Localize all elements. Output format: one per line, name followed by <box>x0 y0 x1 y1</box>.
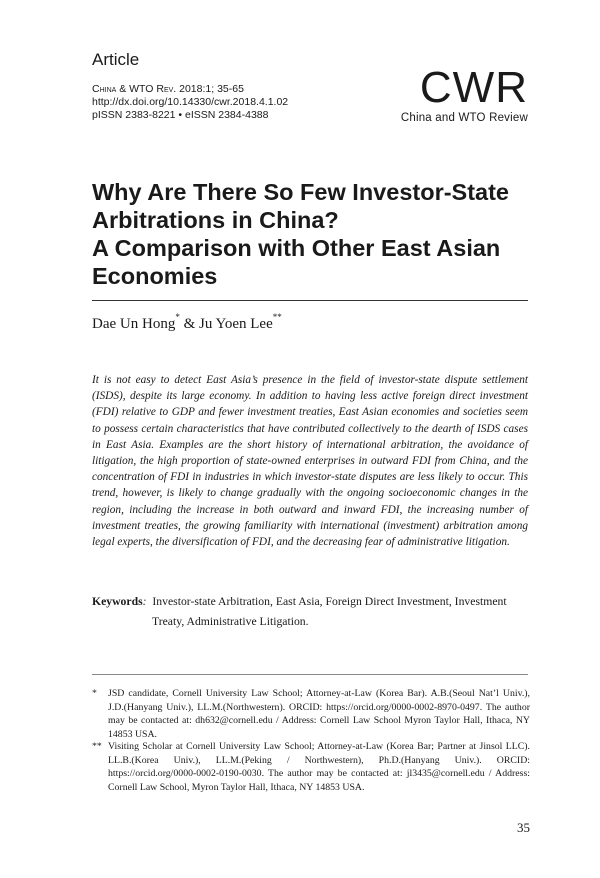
doi-link[interactable]: http://dx.doi.org/10.14330/cwr.2018.4.1.02 <box>92 96 289 108</box>
title-line: Economies <box>92 263 218 289</box>
logo-mark: CWR <box>419 63 528 112</box>
keywords-text: Investor-state Arbitration, East Asia, Foreign Direct Investment, Investment <box>152 595 507 608</box>
author-line <box>92 314 282 333</box>
author-name: Ju Yoen Lee <box>199 316 273 332</box>
footnote-mark: * <box>92 688 97 699</box>
footnote-text: JSD candidate, Cornell University Law School; Attorney-at-Law (Korea Bar). A.B.(Seoul Nat’l Univ.), J.D.(Hanyang Univ.), LL.M.(Northwestern). ORCID: https://orcid.org/0000-0002-8970-0497. The author may be contacted at: dh632@cornell.edu / Address: Cornell Law School Myron Taylor Hall, Ithaca, NY 14853 USA. <box>108 688 530 740</box>
journal-citation <box>92 83 244 96</box>
keywords-separator: : <box>142 595 147 608</box>
footnote-divider <box>92 674 528 675</box>
footnote <box>92 687 530 741</box>
journal-logo <box>400 63 528 124</box>
keywords <box>92 592 528 632</box>
title-divider <box>92 300 528 301</box>
section-label: Article <box>92 50 140 69</box>
abstract: It is not easy to detect East Asia’s presence in the field of investor-state dispute settlement (ISDS), despite its large economy. In addition to having less active foreign direct investment (FDI) relative to GDP and fewer investment treaties, East Asian economies and societies seem to possess certain characteristics that have contributed collectively to the dearth of ISDS cases in East Asia. Examples are the short history of international arbitration, the avoidance of litigation, the high proportion of state-owned enterprises in outward FDI from China, and the concentration of FDI in industries in which investor-state disputes are less likely to occur. This trend, however, is likely to change gradually with the ongoing socioeconomic changes in the region, including the increase in both outward and inward FDI, the increasing number of investment treaties, the growing familiarity with international (investment) arbitration among legal experts, the diversification of FDI, and the decreasing fear of administrative litigation. <box>92 374 528 549</box>
keywords-label: Keywords <box>92 595 143 608</box>
title-line: Arbitrations in China? <box>92 207 339 233</box>
journal-abbrev: China & WTO Rev. <box>92 83 177 95</box>
title-line: Why Are There So Few Investor-State <box>92 179 509 205</box>
footnote-text: Visiting Scholar at Cornell University Law School; Attorney-at-Law (Korea Bar; Partner at Jinsol LLC). LL.B.(Korea Univ.), LL.M.(Peking / Northwestern), Ph.D.(Hanyang Univ.). ORCID: https://orcid.org/0000-0002-0190-0030. The author may be contacted at: jl3435@cornell.edu / Address: Cornell Law School, Myron Taylor Hall, Ithaca, NY 14853 USA. <box>108 741 530 793</box>
logo-name: China and WTO Review <box>400 112 528 124</box>
issn: pISSN 2383-8221 • eISSN 2384-4388 <box>92 109 269 121</box>
footnote-marker[interactable]: ** <box>272 312 282 322</box>
keywords-line: Treaty, Administrative Litigation. <box>152 615 309 628</box>
page-number: 35 <box>517 820 530 835</box>
paper-title <box>92 178 532 290</box>
author-name: Dae Un Hong <box>92 316 176 332</box>
issue-pages: 2018:1; 35-65 <box>179 83 244 95</box>
title-line: A Comparison with Other East Asian <box>92 235 501 261</box>
footnote-marker[interactable]: * <box>175 312 180 322</box>
footnote <box>92 740 530 794</box>
footnote-mark: ** <box>92 741 102 752</box>
keywords-line <box>92 592 528 612</box>
author-connector: & <box>179 316 199 332</box>
